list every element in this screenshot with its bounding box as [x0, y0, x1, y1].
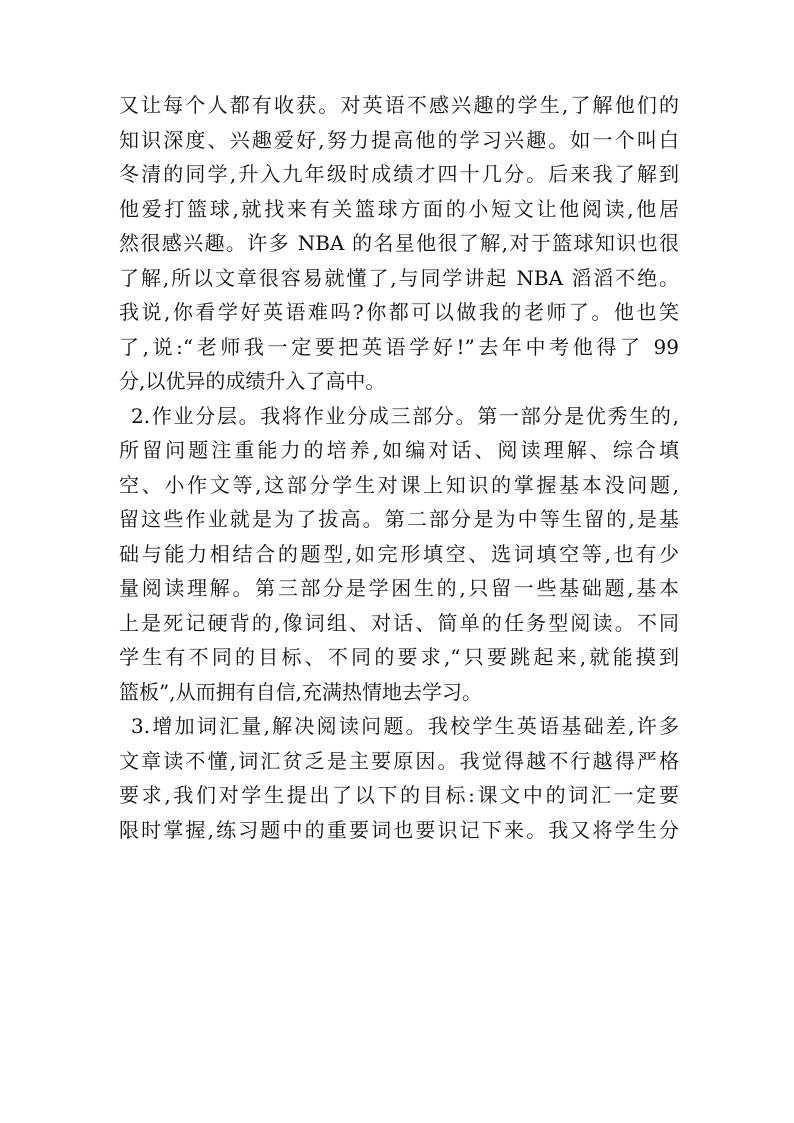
- text-line: 知识深度、兴趣爱好,努力提高他的学习兴趣。如一个叫白: [119, 127, 679, 152]
- paragraph-end-line: 分,以优异的成绩升入了高中。: [119, 369, 386, 393]
- text-line: 空、小作文等,这部分学生对课上知识的掌握基本没问题,: [119, 472, 679, 497]
- text-line: 他爱打篮球,就找来有关篮球方面的小短文让他阅读,他居: [119, 196, 679, 221]
- text-line: 留这些作业就是为了拔高。第二部分是为中等生留的,是基: [119, 507, 679, 531]
- text-line: 要求,我们对学生提出了以下的目标:课文中的词汇一定要: [119, 783, 679, 807]
- text-line: 上是死记硬背的,像词组、对话、简单的任务型阅读。不同: [119, 610, 679, 635]
- section-2-heading-line: 2.作业分层。我将作业分成三部分。第一部分是优秀生的,: [131, 403, 679, 428]
- text-line: 文章读不懂,词汇贫乏是主要原因。我觉得越不行越得严格: [119, 748, 679, 773]
- text-line: 量阅读理解。第三部分是学困生的,只留一些基础题,基本: [119, 576, 679, 600]
- text-line: 限时掌握,练习题中的重要词也要识记下来。我又将学生分: [119, 817, 679, 842]
- text-line: 又让每个人都有收获。对英语不感兴趣的学生,了解他们的: [119, 93, 679, 117]
- text-line: 础与能力相结合的题型,如完形填空、选词填空等,也有少: [119, 541, 679, 566]
- text-line: 了解,所以文章很容易就懂了,与同学讲起 NBA 滔滔不绝。: [119, 265, 679, 290]
- text-line: 了,说:“老师我一定要把英语学好!”去年中考他得了 99: [119, 334, 679, 359]
- paragraph-end-line: 篮板”,从而拥有自信,充满热情地去学习。: [119, 679, 482, 704]
- document-body: [119, 88, 679, 847]
- text-line: 然很感兴趣。许多 NBA 的名星他很了解,对于篮球知识也很: [119, 231, 679, 255]
- text-line: 学生有不同的目标、不同的要求,“只要跳起来,就能摸到: [119, 645, 679, 669]
- text-line: 所留问题注重能力的培养,如编对话、阅读理解、综合填: [119, 438, 679, 462]
- section-3-heading-line: 3.增加词汇量,解决阅读问题。我校学生英语基础差,许多: [131, 714, 679, 738]
- text-line: 冬清的同学,升入九年级时成绩才四十几分。后来我了解到: [119, 162, 679, 186]
- text-line: 我说,你看学好英语难吗?你都可以做我的老师了。他也笑: [119, 300, 679, 324]
